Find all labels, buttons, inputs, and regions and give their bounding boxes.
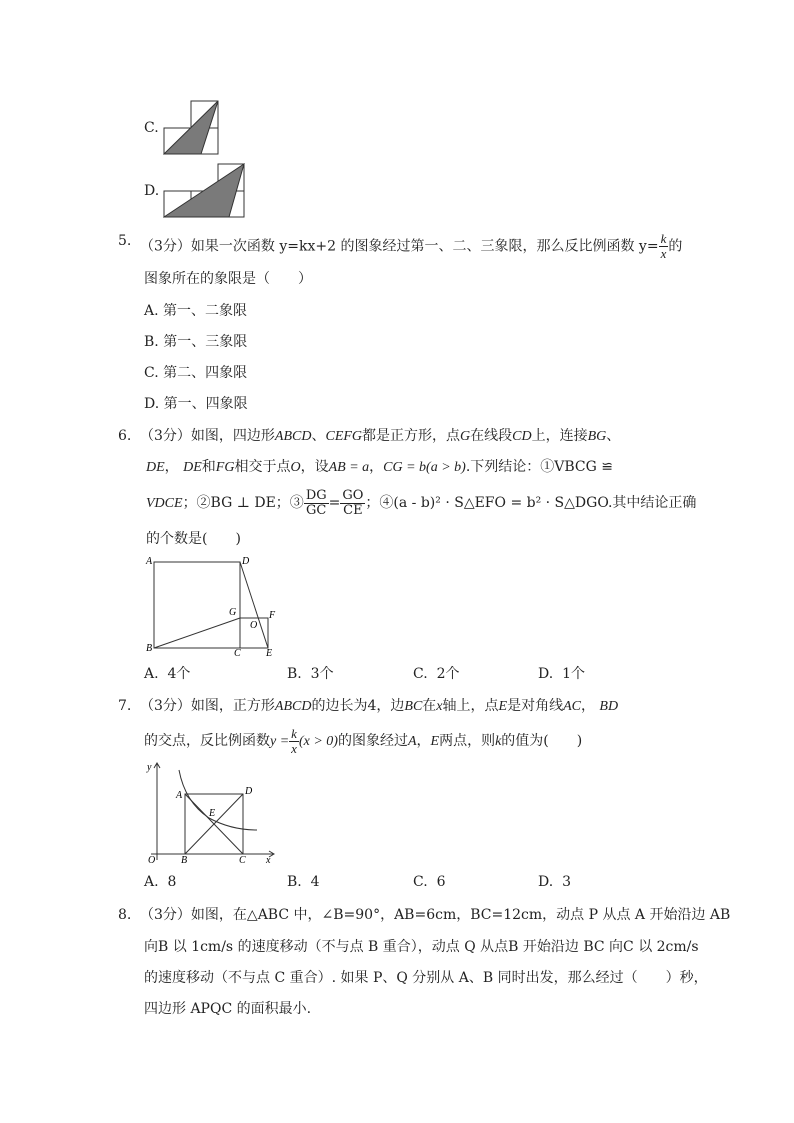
q7-option-a[interactable] xyxy=(144,873,176,891)
q4-option-c-figure xyxy=(163,100,221,156)
q7-option-a-label: A. xyxy=(144,874,159,890)
q6-fig-label-c: C xyxy=(234,648,241,658)
q6-frac-num: GO xyxy=(342,487,364,503)
q6-text: 如图，四边形 xyxy=(190,428,275,444)
q6-text: ；②BG ⊥ DE；③ xyxy=(182,495,304,511)
q4-option-d-label: D. xyxy=(144,183,160,199)
q6-g: G xyxy=(460,429,471,444)
q7-bc: BC xyxy=(404,699,423,714)
q7-text: 在 xyxy=(422,698,437,714)
q7-text: 轴上，点 xyxy=(442,698,499,714)
q5-frac-num: k xyxy=(660,231,667,246)
q6-option-a-text: 4个 xyxy=(167,666,191,682)
q5-option-b[interactable] xyxy=(144,333,247,351)
q5-option-b-label: B. xyxy=(144,334,159,350)
q7-fig-label-b: B xyxy=(181,855,188,864)
q7-stem-line1 xyxy=(140,697,618,716)
q6-figure xyxy=(143,556,283,658)
q6-fig-label-a: A xyxy=(146,556,153,567)
q7-text: ， xyxy=(416,733,431,749)
q7-fig-label-y: y xyxy=(147,762,152,773)
q6-ab-eq: AB = a xyxy=(328,460,370,475)
q6-fig-label-e: E xyxy=(266,648,273,658)
q7-x: x xyxy=(436,699,443,714)
q7-fig-label-o: O xyxy=(148,855,156,864)
q7-option-c-text: 6 xyxy=(436,874,446,890)
q6-fig-label-f: F xyxy=(269,610,276,621)
q6-vdce: VDCE xyxy=(146,496,183,511)
q5-stem-line1 xyxy=(140,232,682,261)
q7-fraction xyxy=(289,727,299,756)
q7-fig-label-x: x xyxy=(266,855,271,864)
q7-option-b[interactable] xyxy=(287,873,320,891)
q5-text1: 如果一次函数 y=kx+2 的图象经过第一、二、三象限，那么反比例函数 y= xyxy=(190,238,659,255)
q6-option-d-text: 1个 xyxy=(562,666,586,682)
q7-ac: AC xyxy=(563,699,581,714)
q5-option-d-text: 第一、四象限 xyxy=(163,396,248,412)
q6-text: ，设 xyxy=(300,459,329,475)
q7-option-d[interactable] xyxy=(538,873,571,891)
q4-option-d-figure xyxy=(163,163,247,219)
q7-fig-label-d: D xyxy=(245,786,253,797)
q7-option-a-text: 8 xyxy=(167,874,177,890)
q5-stem-line2: 图象所在的象限是（ ） xyxy=(144,271,312,287)
q7-text: 如图，正方形 xyxy=(190,698,275,714)
q7-k: k xyxy=(495,734,502,749)
q6-stem-line3 xyxy=(146,486,696,520)
q7-frac-den: x xyxy=(291,740,297,756)
q6-fg: FG xyxy=(215,460,235,475)
q6-de: DE xyxy=(146,460,165,475)
q6-stem-line2 xyxy=(146,458,613,477)
q8-number: 8. xyxy=(118,907,132,923)
q6-cefg: CEFG xyxy=(325,429,363,444)
q6-frac-den: CE xyxy=(343,502,363,518)
q6-option-d-label: D. xyxy=(538,666,554,682)
q6-option-c-text: 2个 xyxy=(436,666,460,682)
q6-cg-eq: CG = b(a > b) xyxy=(383,460,466,475)
q8-stem-line4: 四边形 APQC 的面积最小. xyxy=(144,1001,312,1017)
q6-frac-num: DG xyxy=(305,487,327,503)
q6-option-c[interactable] xyxy=(413,665,460,683)
q8-stem-line2: 向B 以 1cm/s 的速度移动（不与点 B 重合），动点 Q 从点B 开始沿边 BC 向C 以 2cm/s xyxy=(144,939,699,955)
q7-option-d-label: D. xyxy=(538,874,554,890)
q6-stem-line4: 的个数是( ) xyxy=(146,531,241,547)
q5-option-b-text: 第一、三象限 xyxy=(163,334,248,350)
q7-option-b-label: B. xyxy=(287,874,302,890)
q6-fraction-go-ce xyxy=(340,489,365,518)
q6-text: 和 xyxy=(201,459,216,475)
q7-text: ， xyxy=(580,698,595,714)
q7-number: 7. xyxy=(118,698,132,714)
q7-text: 是对角线 xyxy=(507,698,564,714)
q6-text: ， xyxy=(164,459,179,475)
q5-number: 5. xyxy=(118,233,132,249)
q6-stem-line1 xyxy=(140,427,620,446)
q6-bg: BG xyxy=(587,429,607,444)
q6-number: 6. xyxy=(118,428,132,444)
q7-fig-label-a: A xyxy=(176,790,183,801)
q7-option-c-label: C. xyxy=(413,874,428,890)
q6-text: 上，连接 xyxy=(531,428,588,444)
q6-fraction-dg-gc xyxy=(304,489,329,518)
q6-option-d[interactable] xyxy=(538,665,585,683)
q7-frac-num: k xyxy=(291,725,297,741)
q8-text: 如图，在△ABC 中，∠B=90°，AB=6cm，BC=12cm，动点 P 从点 A 开始沿边 AB xyxy=(190,907,731,923)
q6-text: 相交于点 xyxy=(234,459,291,475)
q5-option-a[interactable] xyxy=(144,302,247,320)
q7-option-b-text: 4 xyxy=(310,874,320,890)
q7-bd: BD xyxy=(599,699,619,714)
q6-frac-den: GC xyxy=(306,502,327,518)
q6-text: .下列结论：①VBCG ≌ xyxy=(465,459,614,475)
q7-text: 的值为( ) xyxy=(501,733,583,749)
q7-option-c[interactable] xyxy=(413,873,446,891)
q7-e: E xyxy=(430,734,440,749)
q5-text2: 的 xyxy=(668,238,683,255)
q8-stem-line1 xyxy=(140,906,730,924)
q6-option-b[interactable] xyxy=(287,665,334,683)
q5-option-d-label: D. xyxy=(144,396,160,412)
q7-y-eq: y = xyxy=(270,734,290,749)
q5-option-c-text: 第二、四象限 xyxy=(163,365,248,381)
q7-a: A xyxy=(407,734,417,749)
q5-frac-den: x xyxy=(660,246,667,261)
q6-fig-label-d: D xyxy=(242,556,250,567)
q6-text: 在线段 xyxy=(470,428,513,444)
q7-option-d-text: 3 xyxy=(562,874,572,890)
q6-option-b-text: 3个 xyxy=(310,666,334,682)
q8-stem-line3: 的速度移动（不与点 C 重合）. 如果 P、Q 分别从 A、B 同时出发，那么经过（ ）秒， xyxy=(144,970,708,986)
q7-text: 的边长为4，边 xyxy=(311,698,405,714)
q6-fig-label-g: G xyxy=(229,607,237,618)
q5-option-d[interactable] xyxy=(144,395,248,413)
q6-text: ；④(a - b)² · S△EFO = b² · S△DGO.其中结论正确 xyxy=(365,495,697,511)
q6-fig-label-b: B xyxy=(146,643,153,654)
q4-option-c-label: C. xyxy=(144,120,159,136)
q7-text: 的交点，反比例函数 xyxy=(144,733,270,749)
q7-stem-line2 xyxy=(144,724,582,758)
q6-text: 都是正方形，点 xyxy=(362,428,461,444)
q5-option-a-text: 第一、二象限 xyxy=(163,303,248,319)
q7-text: 的图象经过 xyxy=(337,733,408,749)
q7-figure xyxy=(145,760,277,864)
q6-score: （3分） xyxy=(140,428,191,444)
q7-e: E xyxy=(498,699,508,714)
q7-fig-label-e: E xyxy=(209,808,216,819)
q5-option-a-label: A. xyxy=(144,303,159,319)
q6-cd: CD xyxy=(512,429,532,444)
q6-option-a-label: A. xyxy=(144,666,159,682)
q5-option-c[interactable] xyxy=(144,364,247,382)
q6-text: ， xyxy=(369,459,384,475)
q6-text: 、 xyxy=(606,428,621,444)
q6-option-a[interactable] xyxy=(144,665,190,683)
q6-option-b-label: B. xyxy=(287,666,302,682)
q6-fig-label-o: O xyxy=(250,620,258,631)
q7-score: （3分） xyxy=(140,698,191,714)
q6-equals: = xyxy=(328,495,341,511)
q5-fraction xyxy=(659,232,669,261)
q6-de: DE xyxy=(183,460,202,475)
q6-o: O xyxy=(290,460,301,475)
q7-abcd: ABCD xyxy=(274,699,312,714)
q7-fig-label-c: C xyxy=(239,855,246,864)
q6-option-c-label: C. xyxy=(413,666,428,682)
q7-condition: (x > 0) xyxy=(298,734,338,749)
q5-score: （3分） xyxy=(140,238,191,255)
q6-abcd: ABCD xyxy=(274,429,312,444)
q6-text: 、 xyxy=(311,428,326,444)
q7-text: 两点，则 xyxy=(439,733,496,749)
q8-score: （3分） xyxy=(140,907,191,923)
q5-option-c-label: C. xyxy=(144,365,159,381)
